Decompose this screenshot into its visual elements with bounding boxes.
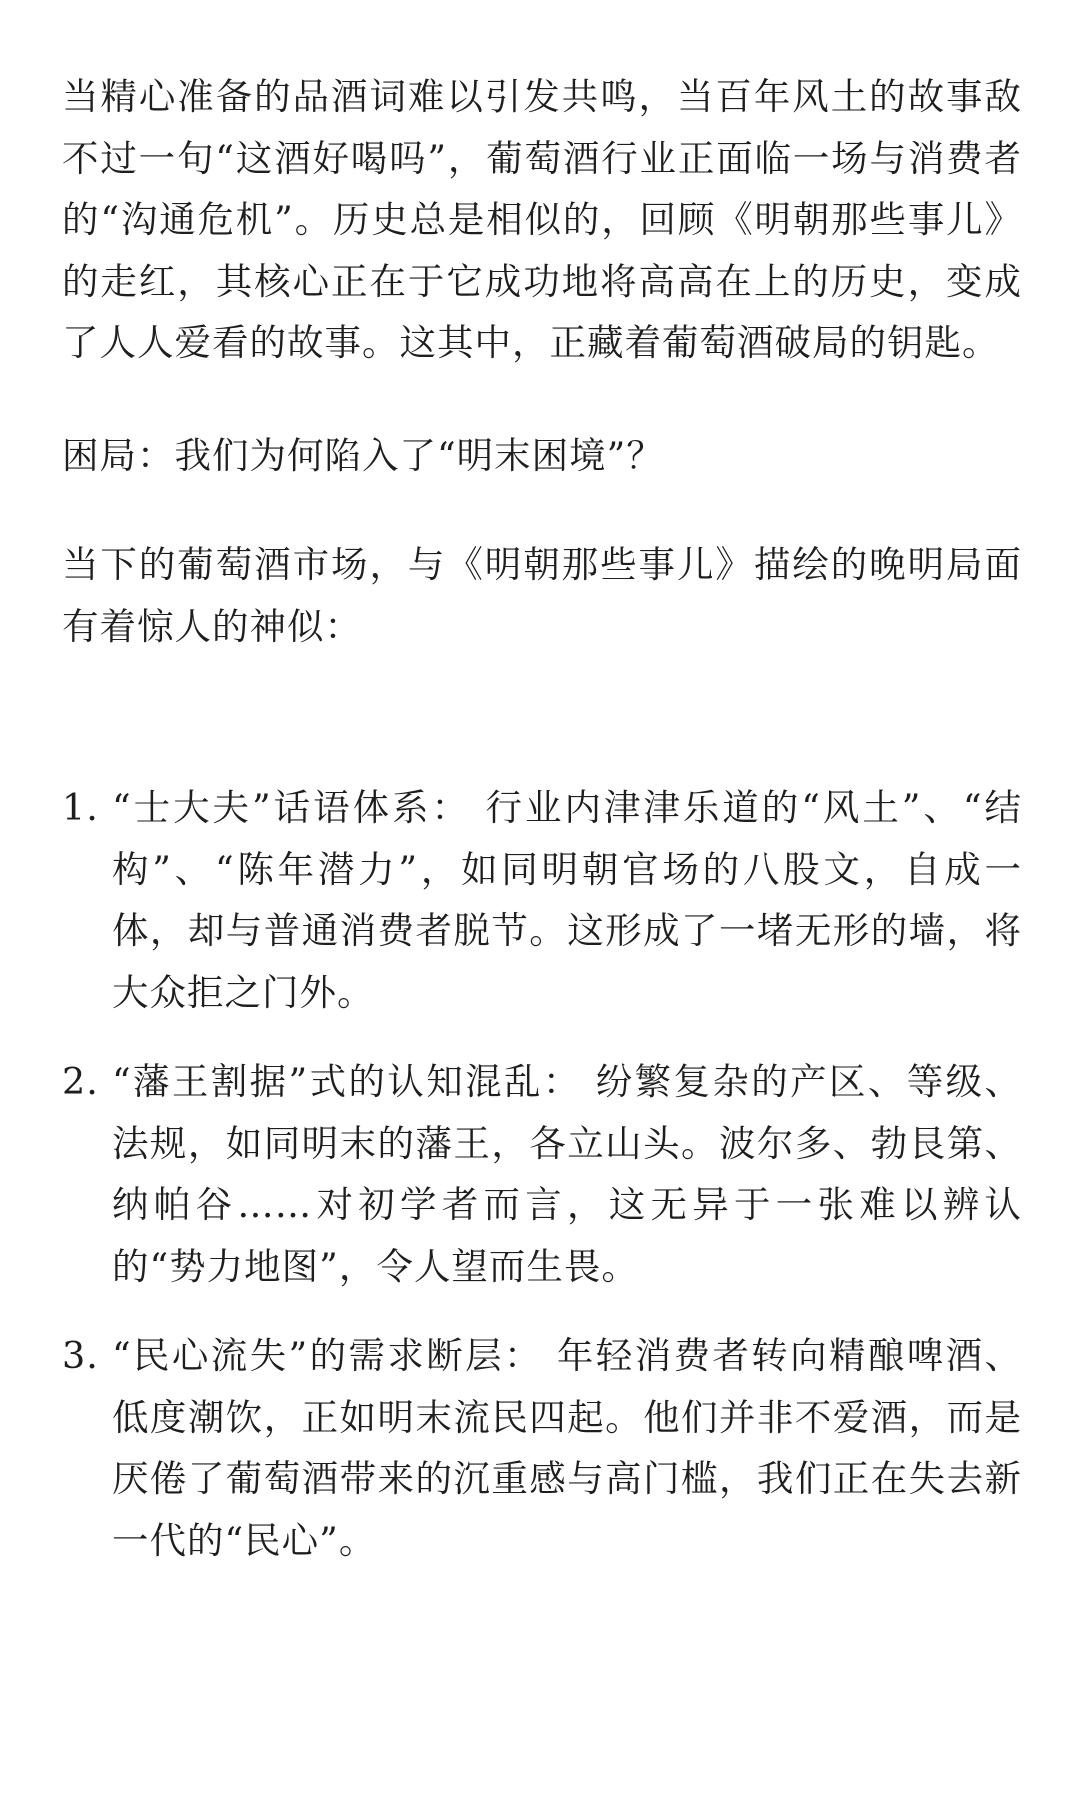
list-item-text: “民心流失”的需求断层： 年轻消费者转向精酿啤酒、低度潮饮，正如明末流民四起。他们并非不爱酒，而是厌倦了葡萄酒带来的沉重感与高门槛，我们正在失去新一代的“民心”。 (112, 1334, 1022, 1562)
list-item (62, 1325, 1022, 1571)
list-item-text: “藩王割据”式的认知混乱： 纷繁复杂的产区、等级、法规，如同明末的藩王，各立山头。波尔多、勃艮第、纳帕谷……对初学者而言，这无异于一张难以辨认的“势力地图”，令人望而生畏。 (112, 1060, 1022, 1288)
list-item (62, 1051, 1022, 1297)
article-body (62, 66, 1022, 1599)
list-item-text: “士大夫”话语体系： 行业内津津乐道的“风土”、“结构”、“陈年潜力”，如同明朝官场的八股文，自成一体，却与普通消费者脱节。这形成了一堵无形的墙，将大众拒之门外。 (112, 786, 1022, 1014)
numbered-list (62, 777, 1022, 1571)
list-item (62, 777, 1022, 1023)
list-item-number: 1. (62, 786, 99, 829)
list-item-number: 3. (62, 1334, 99, 1377)
intro-paragraph: 当精心准备的品酒词难以引发共鸣，当百年风土的故事敌不过一句“这酒好喝吗”，葡萄酒行业正面临一场与消费者的“沟通危机”。历史总是相似的，回顾《明朝那些事儿》的走红，其核心正在于它成功地将高高在上的历史，变成了人人爱看的故事。这其中，正藏着葡萄酒破局的钥匙。 (62, 75, 1022, 364)
section-heading: 困局：我们为何陷入了“明末困境”？ (62, 433, 664, 477)
list-item-number: 2. (62, 1060, 99, 1103)
lead-paragraph: 当下的葡萄酒市场，与《明朝那些事儿》描绘的晚明局面有着惊人的神似： (62, 543, 1022, 648)
